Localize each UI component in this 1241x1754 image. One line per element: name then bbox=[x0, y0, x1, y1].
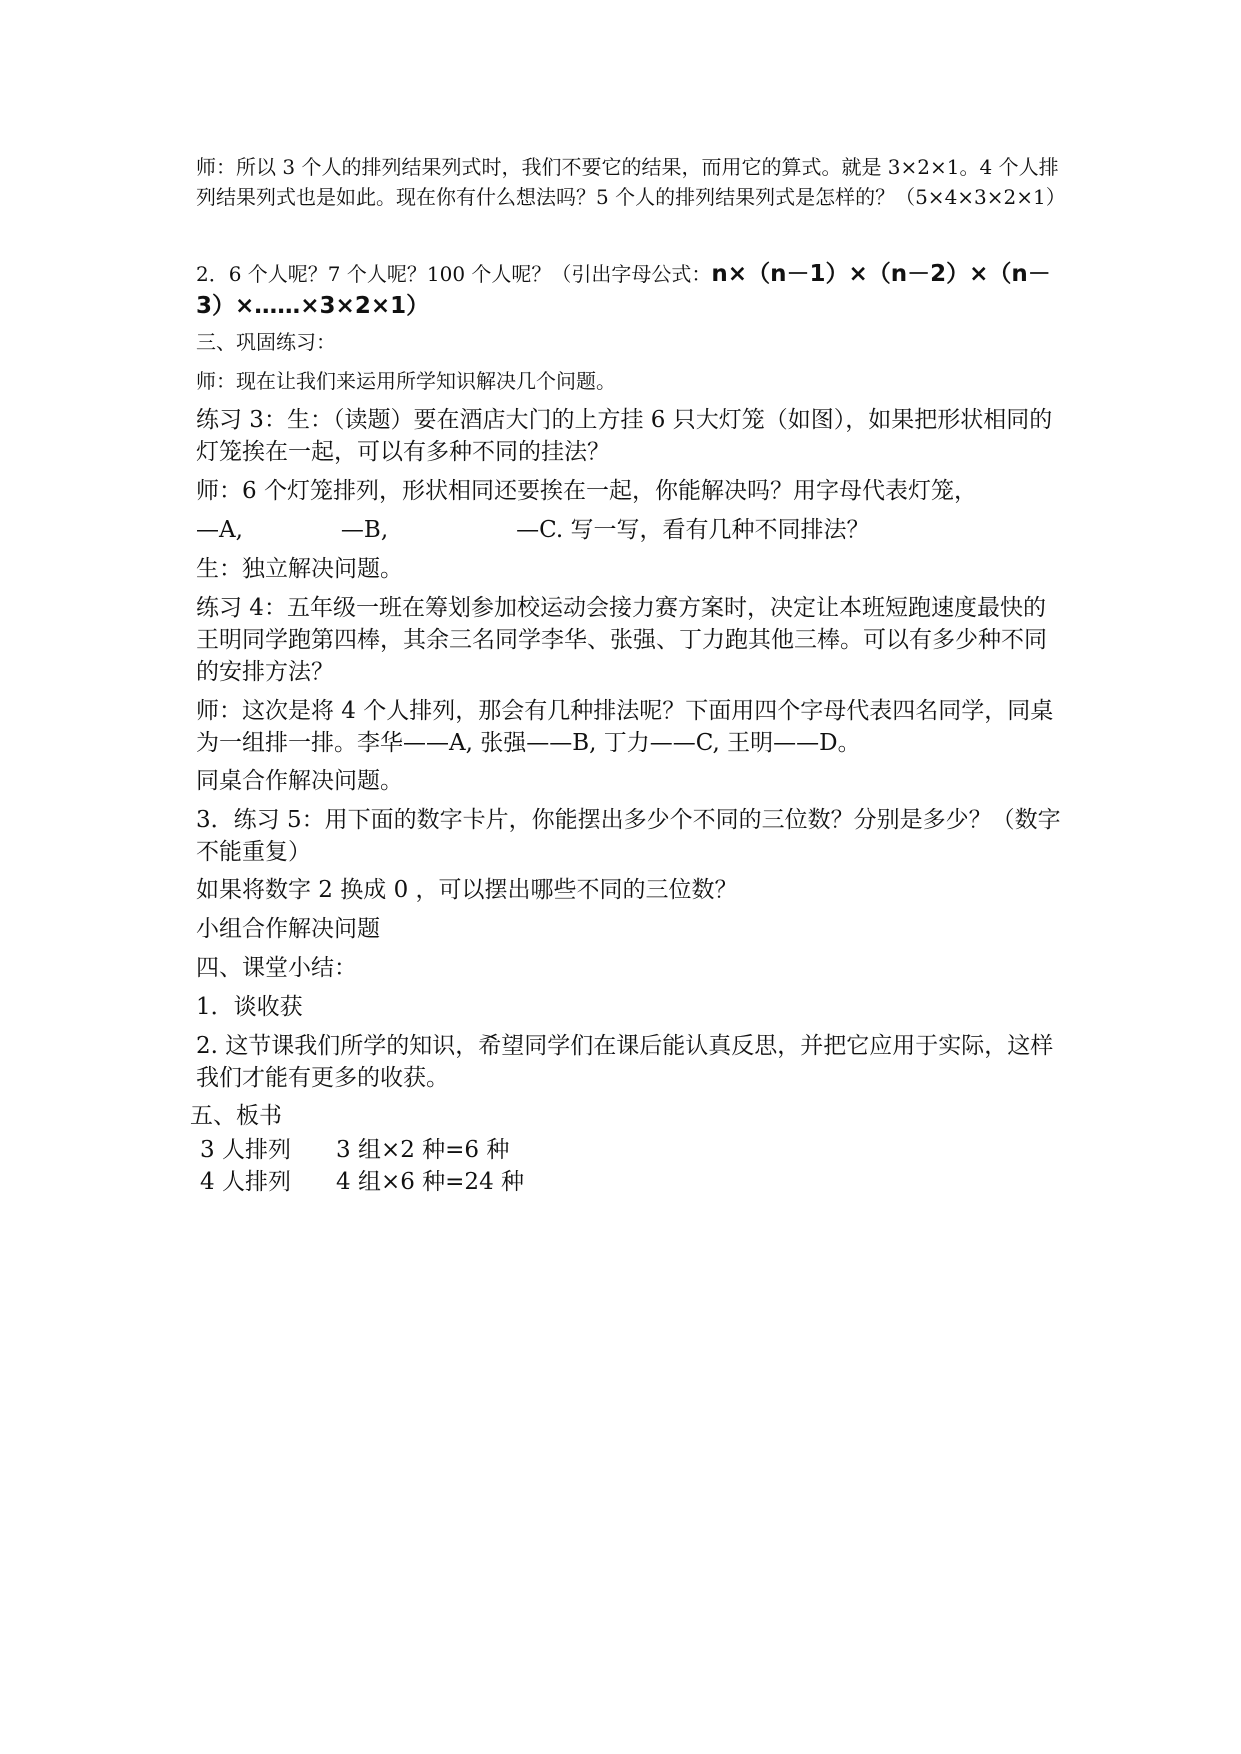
board-row1-value: 3 组×2 种=6 种 bbox=[336, 1137, 510, 1163]
paragraph-group-work: 小组合作解决问题 bbox=[196, 916, 380, 942]
lantern-a: —A, bbox=[196, 517, 243, 543]
paragraph-teacher-solve: 师：现在让我们来运用所学知识解决几个问题。 bbox=[196, 369, 616, 393]
paragraph-desk-mates: 同桌合作解决问题。 bbox=[196, 768, 403, 794]
section-three-heading: 三、巩固练习： bbox=[196, 330, 336, 354]
paragraph-exercise-5: 3．练习 5：用下面的数字卡片，你能摆出多少个不同的三位数？分别是多少？（数字不能重复） bbox=[196, 807, 1061, 865]
paragraph-formula bbox=[196, 258, 1056, 322]
paragraph-exercise-3: 练习 3：生：（读题）要在酒店大门的上方挂 6 只大灯笼（如图），如果把形状相同的灯笼挨在一起，可以有多种不同的挂法？ bbox=[196, 407, 1053, 465]
lantern-b: —B, bbox=[340, 517, 389, 543]
formula-intro-text: 2．6 个人呢？7 个人呢？100 个人呢？（引出字母公式： bbox=[196, 262, 712, 286]
board-row1-label: 3 人排列 bbox=[200, 1137, 291, 1163]
paragraph-teacher-three-people: 师：所以 3 个人的排列结果列式时，我们不要它的结果，而用它的算式。就是 3×2×1。4 个人排列结果列式也是如此。现在你有什么想法吗？5 个人的排列结果列式是怎样的？（5×4×3×2×1） bbox=[196, 155, 1066, 209]
paragraph-reflection: 2. 这节课我们所学的知识，希望同学们在课后能认真反思，并把它应用于实际，这样我们才能有更多的收获。 bbox=[196, 1033, 1054, 1091]
board-row2-label: 4 人排列 bbox=[200, 1169, 291, 1195]
paragraph-harvest: 1．谈收获 bbox=[196, 994, 303, 1020]
board-row2-value: 4 组×6 种=24 种 bbox=[336, 1169, 525, 1195]
board-row-3-people bbox=[200, 1134, 1070, 1166]
letter-formula: n×（n－1）×（n－2）×（n－3）×……×3×2×1） bbox=[196, 261, 1051, 319]
paragraph-lantern-letters: 师：6 个灯笼排列，形状相同还要挨在一起，你能解决吗？用字母代表灯笼， bbox=[196, 478, 977, 504]
board-row-4-people bbox=[200, 1166, 1070, 1198]
lantern-c: —C. 写一写，看有几种不同排法？ bbox=[516, 517, 870, 543]
section-four-heading: 四、课堂小结： bbox=[196, 955, 357, 981]
paragraph-teacher-four-people: 师：这次是将 4 个人排列，那会有几种排法呢？下面用四个字母代表四名同学，同桌为一组排一排。李华——A, 张强——B, 丁力——C, 王明——D。 bbox=[196, 698, 1054, 756]
paragraph-independent: 生：独立解决问题。 bbox=[196, 556, 403, 582]
section-five-heading: 五、板书 bbox=[190, 1103, 282, 1129]
paragraph-exercise-4: 练习 4：五年级一班在筹划参加校运动会接力赛方案时，决定让本班短跑速度最快的王明同学跑第四棒，其余三名同学李华、张强、丁力跑其他三棒。可以有多少种不同的安排方法？ bbox=[196, 595, 1047, 685]
paragraph-replace-digit: 如果将数字 2 换成 0 ，可以摆出哪些不同的三位数？ bbox=[196, 877, 738, 903]
paragraph-lantern-assignments bbox=[196, 514, 1066, 546]
